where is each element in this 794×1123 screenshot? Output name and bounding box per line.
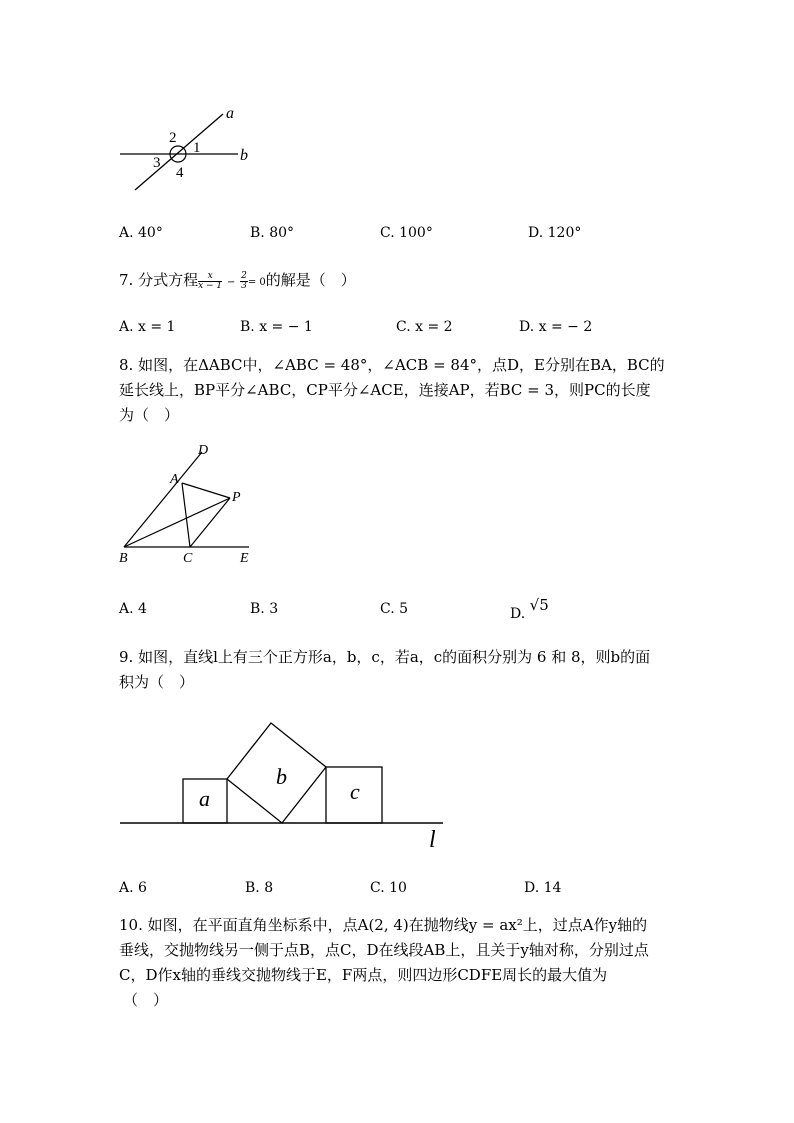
q7-fraction-1 — [198, 272, 222, 291]
q9-line-1: 9. 如图，直线l上有三个正方形a，b，c，若a，c的面积分别为 6 和 8，则b的面 — [119, 648, 651, 666]
q6-option-c: C. 100° — [380, 225, 433, 241]
label-square-b: b — [276, 764, 287, 789]
label-4: 4 — [176, 165, 184, 181]
q7-frac2-num: 2 — [241, 270, 247, 281]
segment-ap — [182, 483, 230, 498]
q7-option-c: C. x = 2 — [396, 319, 453, 335]
q6-option-d: D. 120° — [528, 225, 582, 241]
q7-fraction-2 — [240, 272, 248, 291]
q7-frac2-den: 3 — [241, 280, 247, 291]
label-b: B — [119, 551, 128, 566]
label-e: E — [240, 551, 249, 566]
q9-line-2: 积为（ ） — [119, 673, 195, 691]
label-line-l: l — [429, 827, 436, 853]
q7-frac1-num: x — [198, 272, 222, 282]
segment-cp — [190, 498, 230, 547]
q10-line-1: 10. 如图，在平面直角坐标系中，点A(2, 4)在抛物线y = ax²上，过点A作y轴的 — [119, 916, 648, 934]
q7-minus: − — [226, 277, 236, 288]
label-b: b — [240, 147, 248, 164]
q9-option-a: A. 6 — [119, 880, 147, 896]
q8-option-d-value: √5 — [529, 596, 549, 614]
q7-suffix: 的解是（ ） — [265, 271, 356, 289]
q6-option-b: B. 80° — [250, 225, 295, 241]
label-c: C — [183, 551, 193, 566]
q6-option-a: A. 40° — [119, 225, 163, 241]
triangle-figure — [112, 440, 262, 570]
label-a: a — [226, 105, 234, 122]
q8-line-3: 为（ ） — [119, 406, 180, 424]
segment-bd — [124, 452, 202, 547]
label-d: D — [198, 443, 209, 458]
label-1: 1 — [193, 140, 201, 156]
label-square-a: a — [199, 786, 210, 811]
label-2: 2 — [169, 130, 177, 146]
label-p: P — [232, 490, 241, 505]
q7-option-d: D. x = − 2 — [519, 319, 593, 335]
q7-frac1-den: x − 1 — [198, 280, 223, 291]
q8-option-a: A. 4 — [119, 601, 147, 617]
q9-option-b: B. 8 — [245, 880, 274, 896]
segment-bp — [124, 498, 230, 547]
q7-option-a: A. x = 1 — [119, 319, 176, 335]
q8-option-d-letter: D. — [510, 606, 526, 622]
q10-line-2: 垂线，交抛物线另一侧于点B，点C，D在线段AB上，且关于y轴对称，分别过点 — [119, 941, 649, 959]
q8-option-c: C. 5 — [380, 601, 409, 617]
squares-figure — [115, 712, 455, 857]
q8-option-b: B. 3 — [250, 601, 279, 617]
q7-question — [119, 268, 356, 295]
q8-line-2: 延长线上，BP平分∠ABC，CP平分∠ACE，连接AP，若BC = 3，则PC的长度 — [119, 381, 651, 399]
label-3: 3 — [153, 155, 161, 171]
label-a: A — [170, 472, 179, 487]
q7-option-b: B. x = − 1 — [240, 319, 313, 335]
label-square-c: c — [350, 779, 360, 804]
q9-option-d: D. 14 — [524, 880, 562, 896]
segment-ac — [182, 483, 190, 547]
q7-equals: = 0 — [247, 277, 266, 288]
q8-line-1: 8. 如图，在ΔABC中，∠ABC = 48°，∠ACB = 84°，点D，E分别在BA，BC的 — [119, 356, 665, 374]
q10-line-3: C，D作x轴的垂线交抛物线于E，F两点，则四边形CDFE周长的最大值为 — [119, 966, 608, 984]
q10-line-4: （ ） — [123, 991, 169, 1009]
angle-figure — [110, 100, 260, 195]
q8-option-d — [510, 596, 549, 622]
q7-prefix: 7. 分式方程 — [119, 271, 199, 289]
q9-option-c: C. 10 — [370, 880, 407, 896]
